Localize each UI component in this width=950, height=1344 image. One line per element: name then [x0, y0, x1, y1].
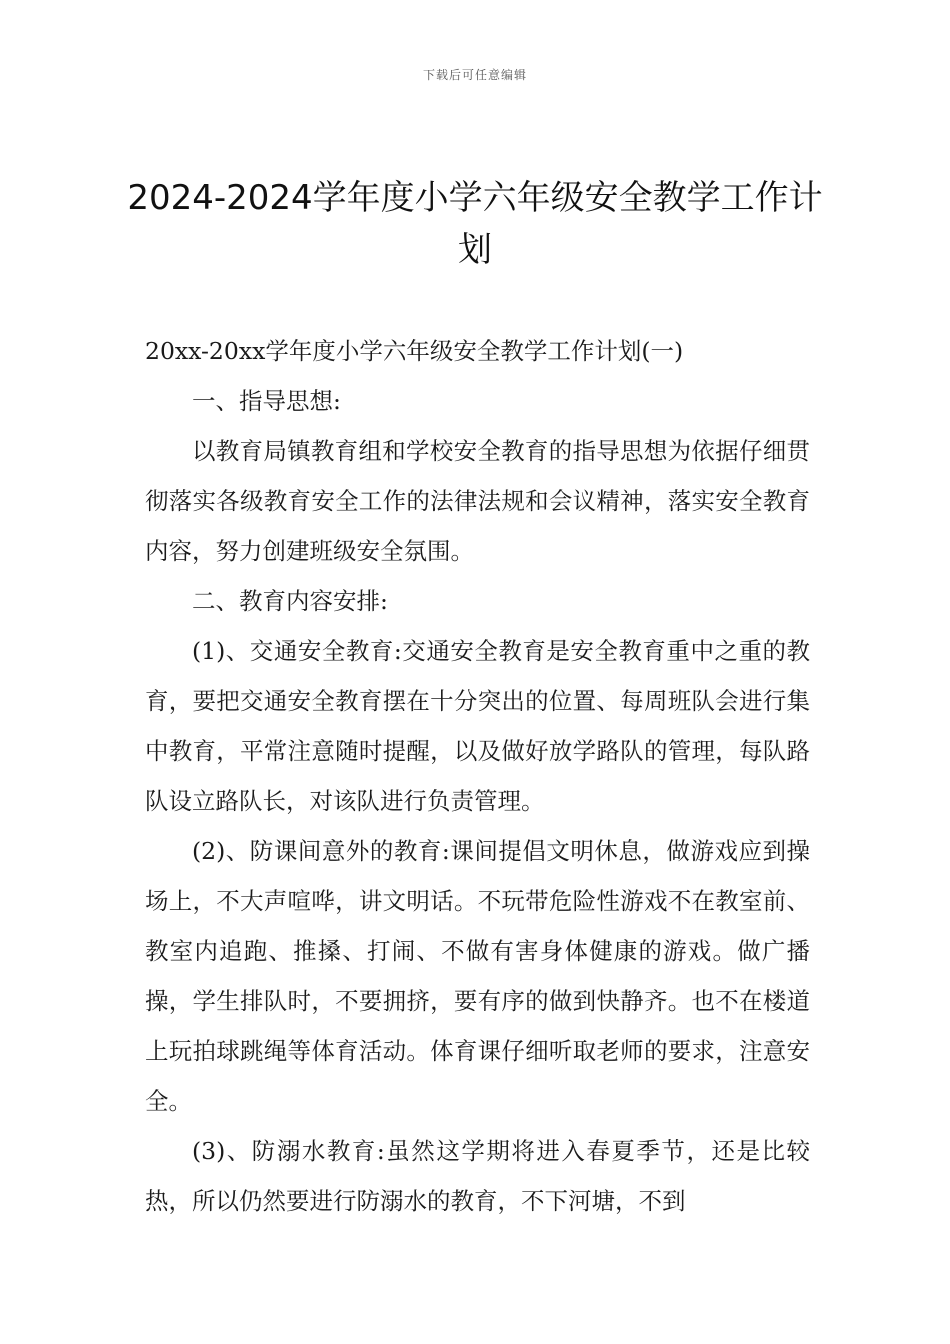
section-heading: 一、指导思想:	[192, 387, 341, 415]
body-paragraph: (1)、交通安全教育:交通安全教育是安全教育重中之重的教育，要把交通安全教育摆在十分突出的位置、每周班队会进行集中教育，平常注意随时提醒，以及做好放学路队的管理，每队路队设立路队长，对该队进行负责管理。	[145, 637, 810, 815]
header-note: 下载后可任意编辑	[422, 68, 527, 82]
document-title: 2024-2024学年度小学六年级安全教学工作计划	[127, 178, 823, 270]
body-paragraph: (3)、防溺水教育:虽然这学期将进入春夏季节，还是比较热，所以仍然要进行防溺水的教育，不下河塘，不到	[145, 1137, 810, 1215]
body-paragraph: (2)、防课间意外的教育:课间提倡文明休息，做游戏应到操场上，不大声喧哗，讲文明话。不玩带危险性游戏不在教室前、教室内追跑、推搡、打闹、不做有害身体健康的游戏。做广播操，学生排队时，不要拥挤，要有序的做到快静齐。也不在楼道上玩拍球跳绳等体育活动。体育课仔细听取老师的要求，注意安全。	[145, 837, 810, 1115]
subtitle-paragraph: 20xx-20xx学年度小学六年级安全教学工作计划(一)	[145, 337, 684, 365]
body-paragraph: 以教育局镇教育组和学校安全教育的指导思想为依据仔细贯彻落实各级教育安全工作的法律法规和会议精神，落实安全教育内容，努力创建班级安全氛围。	[145, 437, 810, 565]
document-body	[145, 326, 810, 1226]
section-heading: 二、教育内容安排:	[192, 587, 388, 615]
